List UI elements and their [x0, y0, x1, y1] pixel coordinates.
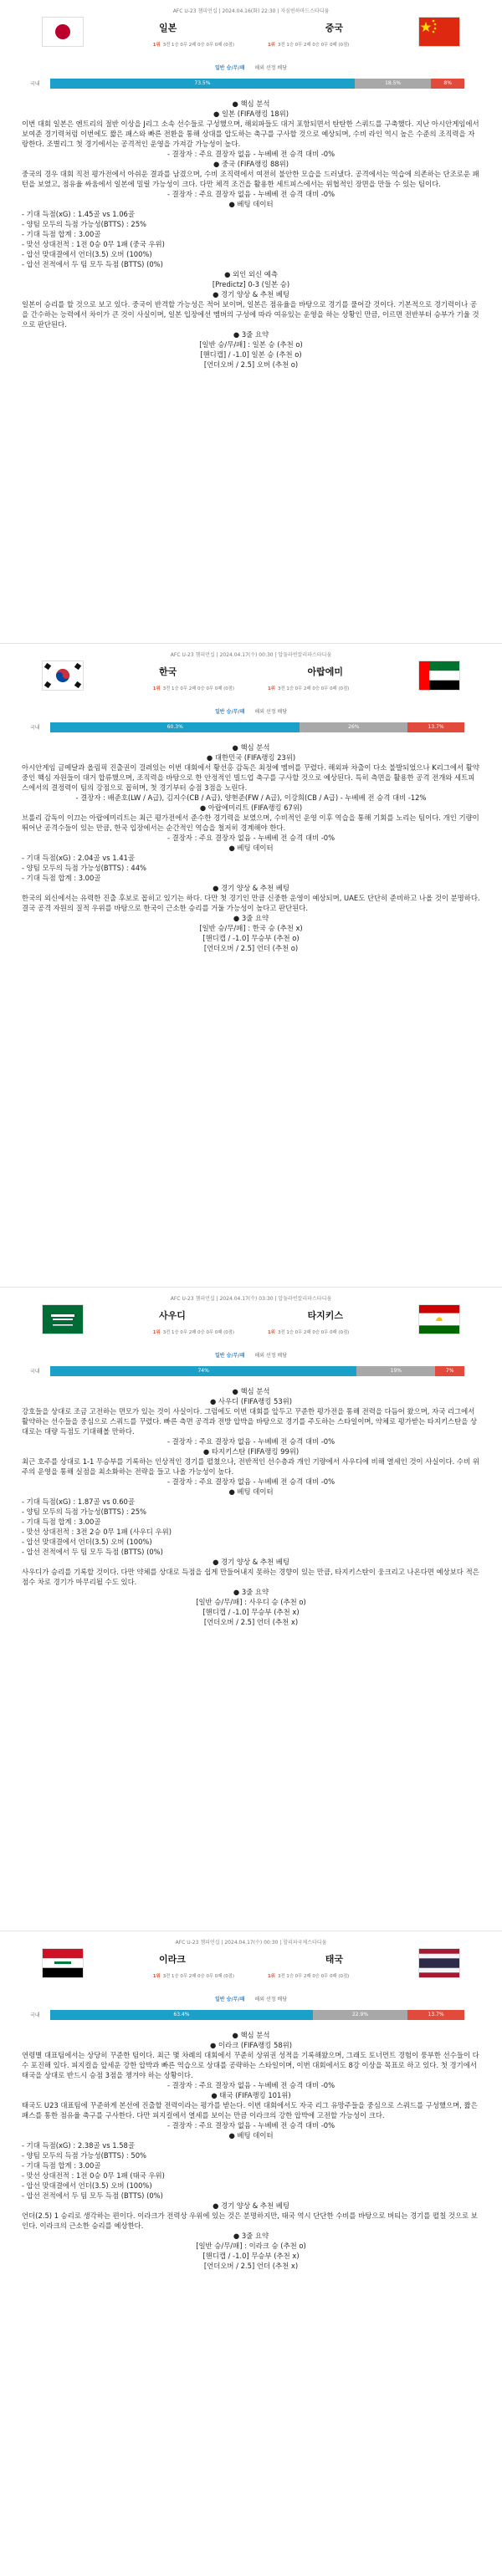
section-heading: [Predictz] 0-3 (일본 승) [212, 280, 290, 288]
summary-line: [핸디캡 / -1.0] 무승부 (추천 x) [202, 1608, 300, 1616]
summary-line: [핸디캡 / -1.0] 무승부 (추천 o) [202, 934, 300, 942]
away-flag-icon [418, 661, 460, 691]
away-flag-icon [418, 1948, 460, 1978]
betting-stat: - 기대 득점(xG) : 2.04골 vs 1.41골 [22, 854, 135, 862]
section-heading: ● 경기 양상 & 추천 베팅 [213, 1558, 289, 1566]
betting-stat: - 압선 맞대결에서 언더(3.5) 오버 (100%) [22, 2181, 152, 2190]
analysis-paragraph: 브롤리 감독이 이끄는 아랍에미리트는 최근 평가전에서 준수한 경기력을 보였으며, 수비적인 운영 이후 역습을 통해 기회를 노리는 팀이다. 개인 기량이 뛰어난 공격수들이 있는 만큼, 한국 입장에서는 순간적인 역습을 철저히 경계해야 한다. [22, 814, 479, 832]
draw-probability: 26% [300, 722, 407, 732]
analysis-paragraph: 연령별 대표팀에서는 상당히 꾸준한 팀이다. 최근 몇 차례의 대회에서 꾸준히 상위권 성적을 기록해왔으며, 그래도 토너먼트 경험이 풍부한 선수들이 다수 포진해 있다. 피지컬을 앞세운 강한 압박과 빠른 역습으로 상대를 공략하는 스타일이며, 이번 대회에서도 8강 이상을 목표로 하고 있다. 첫 경기에서 태국을 상대로 반드시 승점 3점을 챙겨야 하는 상황이다. [22, 2051, 479, 2079]
absentee-line: - 결장자 : 주요 결장자 없음 - 누베베 전 승격 대비 -0% [166, 2081, 336, 2089]
away-probability: 13.7% [407, 2010, 464, 2020]
odds-tabs [0, 64, 502, 74]
draw-probability: 22.9% [313, 2010, 407, 2020]
analysis-paragraph: 사우디가 승리를 기록할 것이다. 다만 약체를 상대로 득점을 쉽게 만들어내지 못하는 경향이 있는 만큼, 타지키스탄이 웅크리고 나온다면 예상보다 적은 점수 차로 경기가 마무리될 수도 있다. [22, 1568, 479, 1586]
home-rank: 1위 [152, 1974, 161, 1979]
away-team-name[interactable]: 아랍에미 [307, 666, 343, 677]
analysis-paragraph: 일본이 승리를 할 것으로 보고 있다. 중국이 반격할 가능성은 적어 보이며, 일본은 점유율을 바탕으로 경기를 풀어갈 것이다. 기본적으로 경기력이나 공을 간수하는 능력에서 차이가 큰 것이 사실이며, 일본 입장에선 멤버의 구성에 따라 여유있는 운영을 하는 상황인 만큼, 이르면 전반부터 승부가 기울 것으로 판단된다. [22, 300, 479, 329]
section-heading: ● 경기 양상 & 추천 베팅 [213, 290, 289, 298]
win-probability-bar [30, 2010, 464, 2020]
section-heading: ● 이라크 (FIFA랭킹 58위) [209, 2041, 293, 2049]
match-header-card [0, 1288, 502, 1386]
away-team-form: 1위 3전 1승 0무 2패 0승 0무 0패 (0점) [268, 43, 350, 48]
section-heading: ● 3줄 요약 [233, 914, 269, 922]
win-probability-bar [30, 722, 464, 732]
section-heading: ● 베팅 데이터 [228, 1487, 274, 1496]
away-probability: 8% [431, 79, 464, 89]
summary-line: [언더오버 / 2.5] 오버 (추천 o) [203, 360, 299, 369]
home-rank: 1위 [152, 686, 161, 691]
section-heading: ● 베팅 데이터 [228, 844, 274, 852]
summary-line: [언더오버 / 2.5] 언더 (추천 o) [203, 944, 299, 952]
summary-line: [일반 승/무/패] : 이라크 승 (추천 o) [196, 2242, 306, 2250]
home-team-name[interactable]: 이라크 [159, 1954, 186, 1965]
home-team-form: 1위 3전 1승 0무 2패 0승 0무 0패 (0점) [152, 1330, 234, 1335]
section-heading: ● 중국 (FIFA랭킹 88위) [213, 160, 289, 168]
analysis-heading: ● 핵심 분석 [232, 2031, 270, 2039]
analysis-paragraph: 태국도 U23 대표팀에 꾸준하게 본선에 진출할 전력이라는 평가를 받는다. 이번 대회에서도 자국 리그 유망주들을 중심으로 스쿼드를 구성했으며, 짧은 패스를 통한 점유율 축구를 구사한다. 다만 피지컬에서 열세를 보이는 만큼 이라크의 강한 압박에 고전할 가능성이 크다. [22, 2101, 478, 2119]
home-probability: 73.5% [50, 79, 355, 89]
betting-stat: - 압선 맞대결에서 언더(3.5) 오버 (100%) [22, 1538, 152, 1546]
away-flag-icon [418, 17, 460, 47]
win-probability-bar [30, 1366, 464, 1376]
home-flag-icon [42, 17, 84, 47]
home-rank: 1위 [152, 1330, 161, 1335]
analysis-paragraph: 강호들을 상대로 조금 고전하는 면모가 있는 것이 사실이다. 그럼에도 이번 대회를 앞두고 꾸준한 평가전을 통해 전력을 다듬어 왔으며, 자국 리그에서 활약하는 선수들을 중심으로 스쿼드를 꾸렸다. 빠른 측면 공격과 전방 압박을 바탕으로 경기를 주도하는 스타일이며, 약체로 평가받는 타지키스탄을 상대로는 대량 득점도 기대해볼 만하다. [22, 1407, 478, 1436]
bar-label: 국내 [30, 2012, 40, 2018]
away-rank: 1위 [268, 686, 275, 691]
home-team-name[interactable]: 한국 [159, 666, 177, 677]
analysis-paragraph: 한국의 외신에서는 유력한 진출 후보로 꼽히고 있기는 하다. 다만 첫 경기인 만큼 신중한 운영이 예상되며, UAE도 단단히 준비하고 나올 것이 분명하다. 결국 공격 자원의 질적 우위를 바탕으로 한국이 근소한 승리를 거둘 가능성이 높다고 판단된다. [22, 894, 480, 912]
betting-stat: - 압선 전적에서 두 팀 모두 득점 (BTTS) (0%) [22, 260, 163, 268]
summary-line: [언더오버 / 2.5] 언더 (추천 x) [203, 2262, 299, 2270]
match-header-card [0, 1931, 502, 2030]
home-team-form: 1위 3전 1승 0무 2패 0승 0무 0패 (0점) [152, 1974, 234, 1979]
betting-stat: - 기대 득점(xG) : 1.87골 vs 0.60골 [22, 1497, 135, 1506]
odds-tab[interactable]: 일반 승/무/패 [214, 709, 245, 715]
home-team-name[interactable]: 일본 [159, 23, 177, 33]
away-team-name[interactable]: 타지키스 [307, 1310, 343, 1321]
match-header-card [0, 644, 502, 742]
odds-tab[interactable]: 해외 선정 배당 [254, 65, 288, 71]
bar-label: 국내 [30, 81, 40, 87]
away-rank: 1위 [268, 1974, 275, 1979]
analysis-body [0, 1386, 502, 1627]
section-heading: ● 사우디 (FIFA랭킹 53위) [209, 1397, 293, 1405]
betting-stat: - 양팀 모두의 득점 가능성(BTTS) : 25% [22, 220, 147, 228]
away-probability: 7% [435, 1366, 464, 1376]
home-team-form: 1위 3전 1승 0무 2패 0승 0무 0패 (0점) [152, 686, 234, 691]
league-info: AFC U-23 챔피언십 | 2024.04.17(수) 03:30 | 압둘라빈칼리파스타디움 [170, 1296, 332, 1302]
odds-tab[interactable]: 일반 승/무/패 [214, 65, 245, 71]
section-heading: ● 타지키스탄 (FIFA랭킹 99위) [202, 1447, 300, 1456]
betting-stat: - 맞선 상대전적 : 1전 0승 0무 1패 (중국 우위) [22, 240, 165, 248]
summary-line: [핸디캡 / -1.0] 무승부 (추천 x) [202, 2252, 300, 2260]
betting-stat: - 기대 득점 합계 : 3.00골 [22, 2161, 101, 2170]
summary-line: [일반 승/무/패] : 사우디 승 (추천 o) [196, 1598, 306, 1606]
absentee-line: - 결장자 : 배준호(LW / A급), 김지수(CB / A급), 양현준(FW / A급), 이강희(CB / A급) - 누베베 전 승격 대비 -12% [75, 793, 427, 802]
odds-tabs [0, 1351, 502, 1361]
probability-bar [50, 1366, 464, 1376]
analysis-heading: ● 핵심 분석 [232, 99, 270, 108]
home-team-form: 1위 3전 1승 0무 2패 0승 0무 0패 (0점) [152, 43, 234, 48]
summary-line: [언더오버 / 2.5] 언더 (추천 x) [203, 1618, 299, 1626]
betting-stat: - 기대 득점(xG) : 1.45골 vs 1.06골 [22, 210, 135, 218]
odds-tab[interactable]: 해외 선정 배당 [254, 709, 288, 715]
home-team-name[interactable]: 사우디 [159, 1310, 186, 1321]
section-heading: ● 경기 양상 & 추천 베팅 [213, 884, 289, 892]
draw-probability: 18.5% [355, 79, 432, 89]
section-heading: ● 외인 외신 예측 [224, 270, 278, 278]
league-info: AFC U-23 챔피언십 | 2024.04.17(수) 00:30 | 압둘라빈칼리파스타디움 [170, 652, 332, 658]
away-team-name[interactable]: 태국 [325, 1954, 343, 1965]
absentee-line: - 결장자 : 주요 결장자 없음 - 누베베 전 승격 대비 -0% [166, 150, 336, 158]
analysis-body [0, 742, 502, 953]
betting-stat: - 양팀 모두의 득점 가능성(BTTS) : 25% [22, 1507, 147, 1516]
away-flag-icon [418, 1304, 460, 1334]
absentee-line: - 결장자 : 주요 결장자 없음 - 누베베 전 승격 대비 -0% [166, 834, 336, 842]
away-team-form: 1위 3전 1승 0무 2패 0승 0무 0패 (0점) [268, 1974, 350, 1979]
home-rank: 1위 [152, 43, 161, 48]
betting-stat: - 압선 맞대결에서 언더(3.5) 오버 (100%) [22, 250, 152, 258]
away-team-form: 1위 3전 1승 0무 2패 0승 0무 0패 (0점) [268, 686, 350, 691]
analysis-paragraph: 언더(2.5) 1 승리로 생각하는 편이다. 이라크가 전력상 우위에 있는 것은 분명하지만, 태국 역시 단단한 수비를 바탕으로 버티는 경기를 펼칠 것으로 보인다. 이라크의 근소한 승리를 예상한다. [22, 2211, 478, 2230]
betting-stat: - 압선 전적에서 두 팀 모두 득점 (BTTS) (0%) [22, 1548, 163, 1556]
absentee-line: - 결장자 : 주요 결장자 없음 - 누베베 전 승격 대비 -0% [166, 1477, 336, 1486]
league-info: AFC U-23 챔피언십 | 2024.04.16(화) 22:30 | 자심빈하마드스타디움 [172, 8, 330, 14]
analysis-paragraph: 최근 호주를 상대로 1-1 무승부를 기록하는 인상적인 경기를 펼쳤으나, 전반적인 선수층과 개인 기량에서 사우디에 비해 열세인 것이 사실이다. 수비 위주의 운영을 통해 실점을 최소화하는 전략을 들고 나올 가능성이 높다. [22, 1457, 479, 1476]
odds-tab[interactable]: 일반 승/무/패 [214, 1353, 245, 1359]
away-team-form: 1위 3전 1승 0무 2패 0승 0무 0패 (0점) [268, 1330, 350, 1335]
away-rank: 1위 [268, 1330, 275, 1335]
section-heading: ● 3줄 요약 [233, 330, 269, 339]
analysis-body [0, 2030, 502, 2271]
absentee-line: - 결장자 : 주요 결장자 없음 - 누베베 전 승격 대비 -0% [166, 1437, 336, 1446]
section-heading: ● 3줄 요약 [233, 1588, 269, 1596]
home-flag-icon [42, 1948, 84, 1978]
absentee-line: - 결장자 : 주요 결장자 없음 - 누베베 전 승격 대비 -0% [166, 2121, 336, 2130]
away-rank: 1위 [268, 43, 275, 48]
probability-bar [50, 79, 464, 89]
analysis-paragraph: 중국의 경우 대회 직전 평가전에서 아쉬운 결과를 남겼으며, 수비 조직력에서 여전히 불안한 모습을 드러냈다. 공격에서는 역습에 의존하는 단조로운 패턴을 보였고, 점유율 싸움에서 일본에 밀릴 가능성이 크다. 다만 체격 조건을 활용한 세트피스에서는 위협적인 장면을 만들 수 있는 팀이다. [22, 170, 479, 188]
odds-tab[interactable]: 해외 선정 배당 [254, 1997, 288, 2002]
betting-stat: - 기대 득점 합계 : 3.00골 [22, 1518, 101, 1526]
section-heading: ● 3줄 요약 [233, 2232, 269, 2240]
betting-stat: - 기대 득점 합계 : 3.00골 [22, 230, 101, 238]
home-probability: 63.4% [50, 2010, 313, 2020]
match-section [0, 1931, 502, 2576]
betting-stat: - 압선 전적에서 두 팀 모두 득점 (BTTS) (0%) [22, 2191, 163, 2200]
odds-tabs [0, 707, 502, 717]
betting-stat: - 맞선 상대전적 : 3전 2승 0무 1패 (사우디 우위) [22, 1528, 172, 1536]
section-heading: ● 태국 (FIFA랭킹 101위) [211, 2091, 291, 2099]
betting-stat: - 기대 득점 합계 : 3.00골 [22, 874, 101, 882]
section-heading: ● 일본 (FIFA랭킹 18위) [213, 110, 289, 118]
away-probability: 13.7% [407, 722, 464, 732]
match-section [0, 1288, 502, 1931]
odds-tab[interactable]: 해외 선정 배당 [254, 1353, 288, 1359]
analysis-body [0, 99, 502, 370]
section-heading: ● 베팅 데이터 [228, 200, 274, 208]
section-heading: ● 대한민국 (FIFA랭킹 23위) [206, 753, 296, 762]
bar-label: 국내 [30, 1369, 40, 1375]
betting-stat: - 양팀 모두의 득점 가능성(BTTS) : 44% [22, 864, 147, 872]
odds-tabs [0, 1995, 502, 2005]
summary-line: [일반 승/무/패] : 한국 승 (추천 x) [199, 924, 303, 932]
analysis-heading: ● 핵심 분석 [232, 743, 270, 752]
analysis-heading: ● 핵심 분석 [232, 1387, 270, 1395]
section-heading: ● 경기 양상 & 추천 베팅 [213, 2201, 289, 2210]
betting-stat: - 양팀 모두의 득점 가능성(BTTS) : 50% [22, 2151, 147, 2160]
match-header-card [0, 0, 502, 99]
analysis-paragraph: 이번 대회 일본은 엔트리의 절반 이상을 J리그 소속 선수들로 구성했으며, 해외파들도 대거 포함되면서 탄탄한 스쿼드를 구축했다. 지난 아시안게임에서 보여준 경기력처럼 이번에도 짧은 패스와 빠른 전환을 통해 상대를 압도하는 축구를 구사할 것으로 예상되며, 수비 라인 역시 높은 수준의 조직력을 자랑한다. 조별리그 첫 경기에서는 공격적인 운영을 가져갈 가능성이 높다. [22, 120, 479, 148]
home-flag-icon [42, 1304, 84, 1334]
league-info: AFC U-23 챔피언십 | 2024.04.17(수) 00:30 | 할리파국제스타디움 [175, 1940, 327, 1946]
home-flag-icon [42, 661, 84, 691]
odds-tab[interactable]: 일반 승/무/패 [214, 1997, 245, 2002]
analysis-paragraph: 아시안게임 금메달과 올림픽 진출권이 걸려있는 이번 대회에서 황선홍 감독은 최정예 멤버를 꾸렸다. 해외파 차출이 다소 불발되었으나 K리그에서 활약 중인 핵심 자원들이 대거 합류했으며, 조직력을 바탕으로 한 안정적인 빌드업 축구를 구사할 것으로 예상된다. 특히 측면을 활용한 공격 전개와 세트피스에서의 결정력이 팀의 강점으로 꼽히며, 첫 경기부터 승점 3점을 노린다. [22, 763, 479, 792]
draw-probability: 19% [356, 1366, 435, 1376]
summary-line: [핸디캡] / -1.0] 일본 승 (추천 o) [200, 350, 302, 359]
betting-stat: - 맞선 상대전적 : 1전 0승 0무 1패 (태국 우위) [22, 2171, 165, 2180]
bar-label: 국내 [30, 725, 40, 731]
match-section [0, 644, 502, 1288]
home-probability: 74% [50, 1366, 356, 1376]
probability-bar [50, 2010, 464, 2020]
win-probability-bar [30, 79, 464, 89]
away-team-name[interactable]: 중국 [325, 23, 343, 33]
absentee-line: - 결장자 : 주요 결장자 없음 - 누베베 전 승격 대비 -0% [166, 190, 336, 198]
section-heading: ● 베팅 데이터 [228, 2131, 274, 2140]
match-section [0, 0, 502, 644]
probability-bar [50, 722, 464, 732]
summary-line: [일반 승/무/패] : 일본 승 (추천 o) [199, 340, 303, 349]
betting-stat: - 기대 득점(xG) : 2.38골 vs 1.58골 [22, 2141, 135, 2150]
home-probability: 60.3% [50, 722, 300, 732]
section-heading: ● 아랍에미리트 (FIFA랭킹 67위) [199, 803, 303, 812]
